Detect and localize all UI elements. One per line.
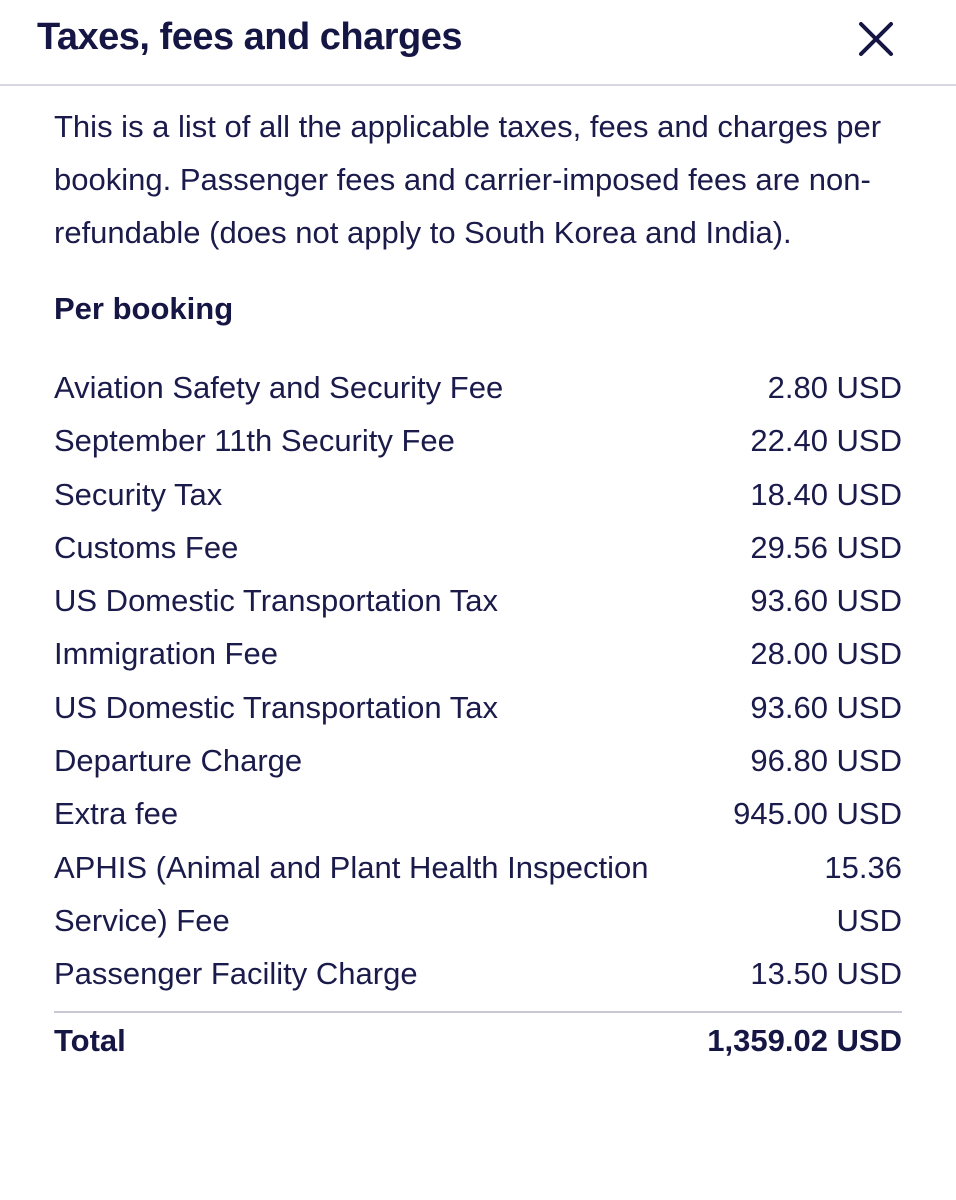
- charge-label: Departure Charge: [54, 743, 303, 779]
- charge-row: [54, 574, 902, 627]
- charge-label: Immigration Fee: [54, 636, 278, 672]
- total-divider: [54, 1011, 902, 1013]
- modal-header: [0, 0, 956, 86]
- charge-row: [54, 787, 902, 840]
- charge-amount: 28.00 USD: [750, 636, 902, 672]
- charges-list: [54, 361, 902, 1001]
- charge-label: Security Tax: [54, 476, 223, 512]
- charge-label: APHIS (Animal and Plant Health Inspection Service) Fee: [54, 849, 649, 938]
- charge-amount: 18.40 USD: [750, 476, 902, 512]
- section-heading: Per booking: [54, 291, 234, 326]
- charge-label: Customs Fee: [54, 529, 239, 565]
- charge-amount: 29.56 USD: [750, 529, 902, 565]
- charge-row: [54, 468, 902, 521]
- total-label: Total: [54, 1022, 126, 1058]
- charge-amount: 93.60 USD: [750, 689, 902, 725]
- charge-row: [54, 627, 902, 680]
- charge-row: [54, 414, 902, 467]
- total-row: [54, 1015, 902, 1067]
- charge-amount: 2.80 USD: [767, 370, 902, 405]
- charge-amount: 93.60 USD: [750, 583, 902, 619]
- charge-label: US Domestic Transportation Tax: [54, 583, 498, 619]
- charge-label: Passenger Facility Charge: [54, 956, 418, 992]
- intro-text: This is a list of all the applicable taxes, fees and charges per booking. Passenger fees and carrier-imposed fees are non-refundable (does not apply to South Korea and India).: [54, 109, 882, 250]
- charge-row: [54, 947, 902, 1000]
- charge-amount: 96.80 USD: [750, 743, 902, 779]
- total-amount: 1,359.02 USD: [707, 1022, 902, 1058]
- charge-label: Aviation Safety and Security Fee: [54, 370, 504, 405]
- charge-amount: 945.00 USD: [733, 796, 902, 832]
- charge-amount: 13.50 USD: [750, 956, 902, 992]
- modal-body: [54, 100, 902, 1067]
- close-button[interactable]: [852, 16, 900, 64]
- charge-row: [54, 734, 902, 787]
- charge-label: September 11th Security Fee: [54, 423, 455, 459]
- charge-row: [54, 521, 902, 574]
- charge-row: [54, 841, 902, 948]
- charge-row: [54, 681, 902, 734]
- charge-row: [54, 361, 902, 414]
- close-icon: [852, 16, 900, 64]
- charge-label: Extra fee: [54, 796, 179, 832]
- charge-amount: 22.40 USD: [750, 423, 902, 459]
- charge-label: US Domestic Transportation Tax: [54, 689, 498, 725]
- charge-amount: 15.36 USD: [824, 849, 902, 938]
- modal-title: Taxes, fees and charges: [37, 16, 463, 58]
